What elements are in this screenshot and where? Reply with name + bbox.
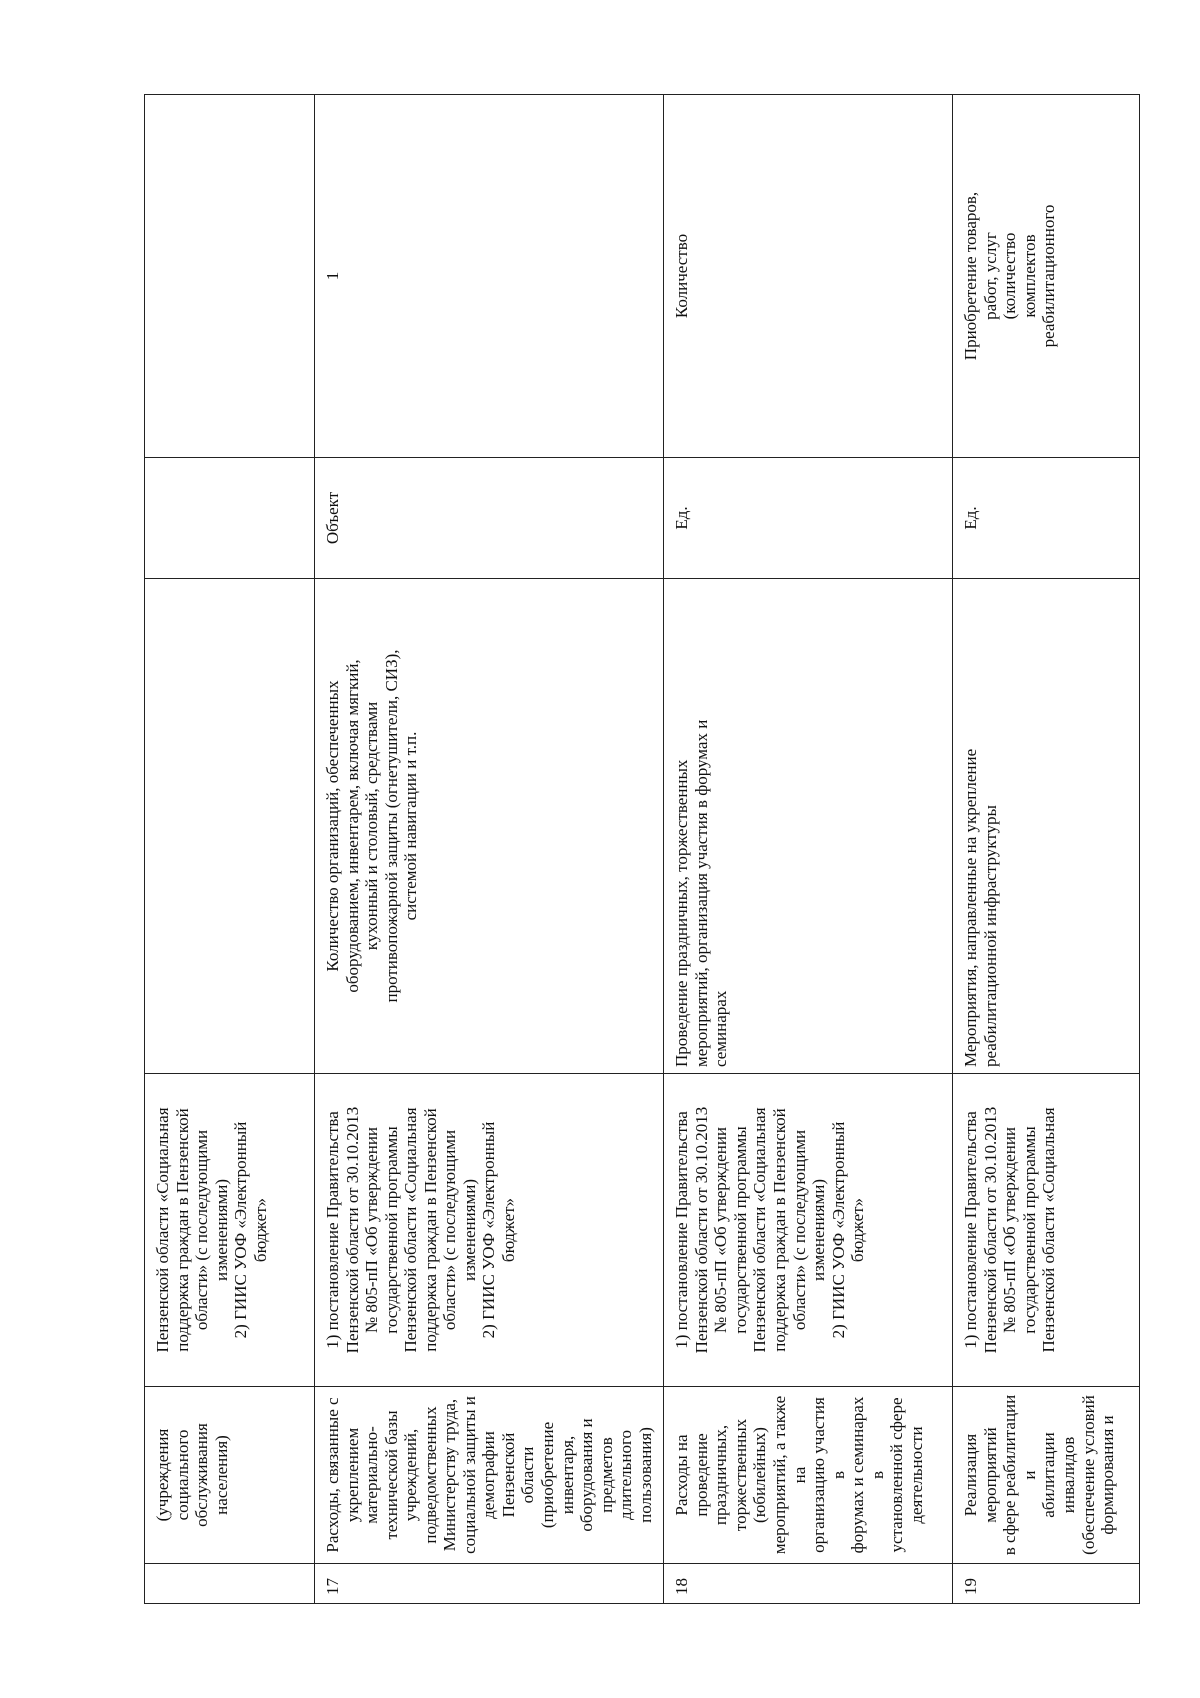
legal-basis-cell: Пензенской области «Социальная поддержка граждан в Пензенской области» (с последующими изменениями) 2) ГИИС УОФ «Электронный бюджет»: [145, 1074, 315, 1387]
row-number-cell: 19: [953, 1564, 1140, 1604]
table-row: [145, 95, 315, 1604]
row-number-cell: 18: [664, 1564, 953, 1604]
table-row: [664, 95, 953, 1604]
value-cell: Приобретение товаров, работ, услуг (количество комплектов реабилитационного: [953, 95, 1140, 458]
expense-name-cell: Реализация мероприятий в сфере реабилитации и абилитации инвалидов (обеспечение условий формирования и: [953, 1387, 1140, 1564]
table-row: [315, 95, 664, 1604]
legal-basis-cell: 1) постановление Правительства Пензенской области от 30.10.2013 № 805-пП «Об утверждении государственной программы Пензенской области «Социальная поддержка граждан в Пензенской области» (с последующими изменениями) 2) ГИИС УОФ «Электронный бюджет»: [315, 1074, 664, 1387]
value-cell: 1: [315, 95, 664, 458]
row-number-cell: 17: [315, 1564, 664, 1604]
indicator-cell: Количество организаций, обеспеченных оборудованием, инвентарем, включая мягкий, кухонный и столовый, средствами противопожарной защиты (огнетушители, СИЗ), системой навигации и т.п.: [315, 579, 664, 1074]
unit-cell: Объект: [315, 458, 664, 579]
legal-basis-cell: 1) постановление Правительства Пензенской области от 30.10.2013 № 805-пП «Об утверждении государственной программы Пензенской области «Социальная поддержка граждан в Пензенской области» (с последующими изменениями) 2) ГИИС УОФ «Электронный бюджет»: [664, 1074, 953, 1387]
legal-basis-cell: 1) постановление Правительства Пензенской области от 30.10.2013 № 805-пП «Об утверждении государственной программы Пензенской области «Социальная: [953, 1074, 1140, 1387]
expense-name-cell: Расходы на проведение праздничных, торжественных (юбилейных) мероприятий, а также на организацию участия в форумах и семинарах в установленной сфере деятельности: [664, 1387, 953, 1564]
indicators-table: [144, 94, 1140, 1604]
value-cell: [145, 95, 315, 458]
expense-name-cell: Расходы, связанные с укреплением материально- технической базы учреждений, подведомственных Министерству труда, социальной защиты и демографии Пензенской области (приобретение инвентаря, оборудования и предметов длительного пользования): [315, 1387, 664, 1564]
table-row: [953, 95, 1140, 1604]
indicator-cell: [145, 579, 315, 1074]
indicator-cell: Мероприятия, направленные на укрепление реабилитационной инфраструктуры: [953, 579, 1140, 1074]
unit-cell: Ед.: [953, 458, 1140, 579]
indicator-cell: Проведение праздничных, торжественных мероприятий, организация участия в форумах и семинарах: [664, 579, 953, 1074]
unit-cell: [145, 458, 315, 579]
row-number-cell: [145, 1564, 315, 1604]
expense-name-cell: (учреждения социального обслуживания населения): [145, 1387, 315, 1564]
value-cell: Количество: [664, 95, 953, 458]
unit-cell: Ед.: [664, 458, 953, 579]
